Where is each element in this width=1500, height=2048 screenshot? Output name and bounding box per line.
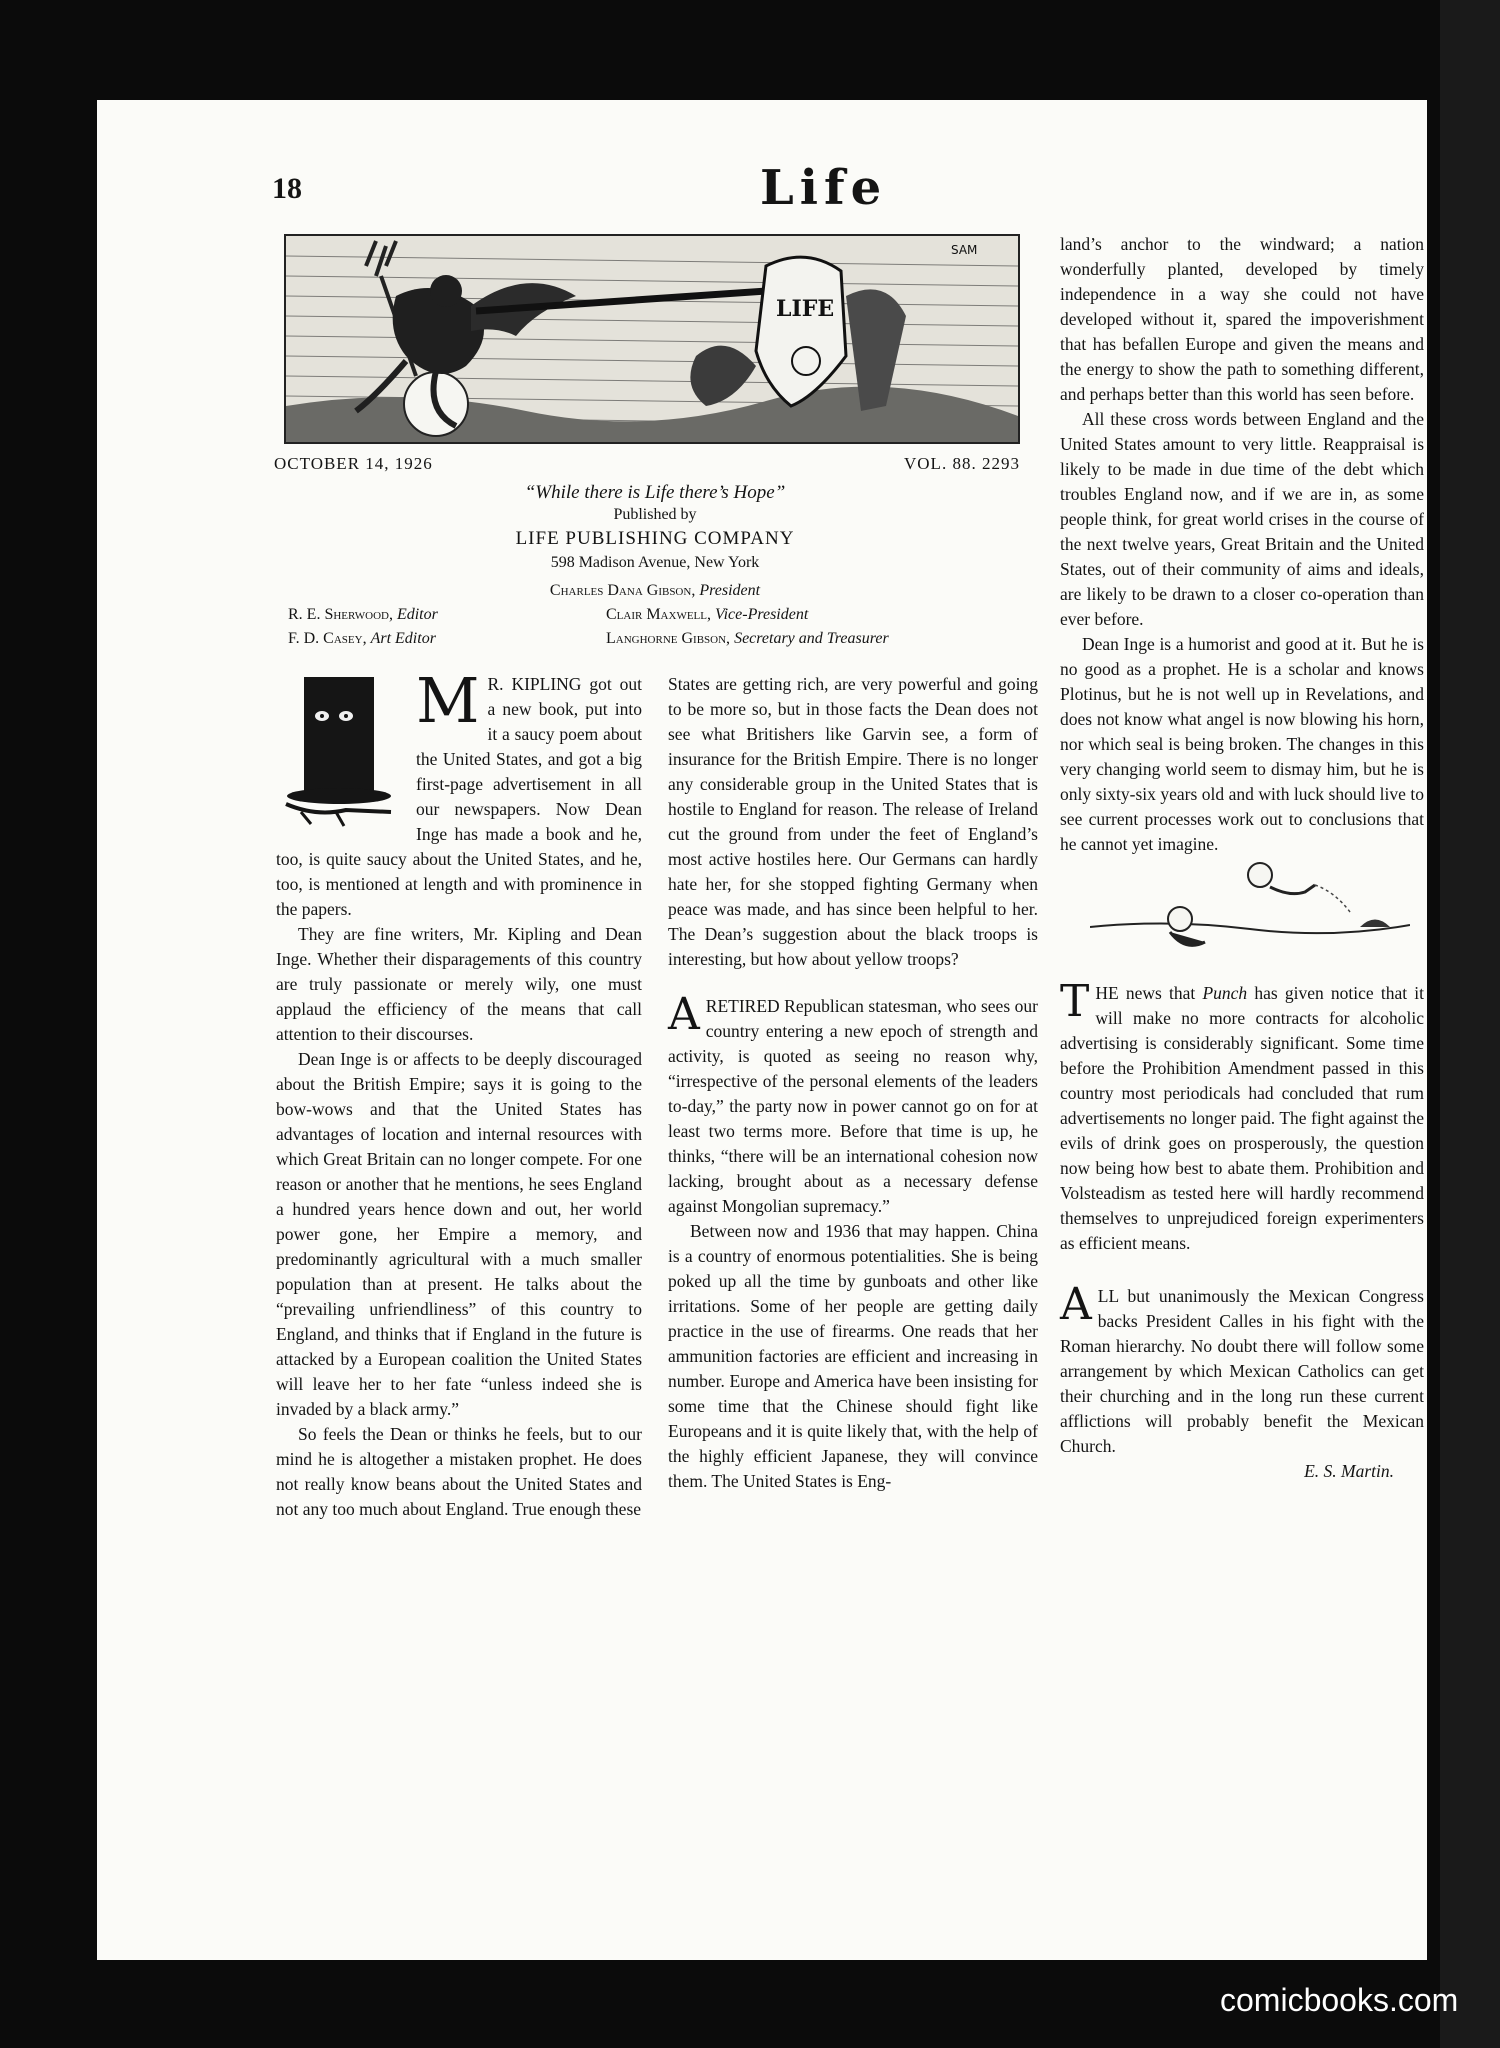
col2-paragraph-2: RETIRED Republican statesman, who sees our country entering a new epoch of strength and activity, is quoted as seeing no reason why, “irrespective of the personal elements of the leaders to-day,” the party now in power cannot go on for at least two terms more. Before that time is up, he thinks, “there will be an international cohesion now lacking, brought about as a necessary defense against Mongolian supremacy.” bbox=[668, 996, 1038, 1216]
col1-paragraph-3: Dean Inge is or affects to be deeply discouraged about the British Empire; says it is going to the bow-wows and that the United States has advantages of location and internal resources with which Great Britain can no longer compete. For one reason or another that he mentions, he sees England a hundred years hence down and out, her world power gone, her Empire a memory, and predominantly agricultural with a much smaller population than at present. He talks about the “prevailing unfriendliness” of this country to England, and thinks that if England in the future is attacked by a European coalition the United States will leave her to her fate “unless indeed she is invaded by a black army.” bbox=[276, 1049, 642, 1419]
vp-line bbox=[606, 606, 808, 624]
col1-paragraph-2: They are fine writers, Mr. Kipling and Dean Inge. Whether their disparagements of this country are truly passionate or merely wily, one must applaud the efficiency of the means that call attention to their discourses. bbox=[276, 924, 642, 1044]
artist-signature: SAM bbox=[951, 243, 978, 257]
dropcap-m: M bbox=[416, 664, 480, 737]
col2-paragraph-3: Between now and 1936 that may happen. China is a country of enormous potentialities. She is being poked up all the time by gunboats and other like irritations. Some of her people are getting daily practice in the use of firearms. One reads that her ammunition factories are efficient and increasing in number. Europe and America have been insisting for some time that the Chinese should fight like Europeans and it is quite likely that, with the help of the highly efficient Japanese, they will convince them. The United States is Eng- bbox=[668, 1221, 1038, 1491]
col3-paragraph-1: land’s anchor to the windward; a nation wonderfully planted, developed by timely independence in a way she could not have developed without it, spared the impoverishment that has befallen Europe and given the means and the energy to show the path to something different, and perhaps better than this world has seen before. bbox=[1060, 234, 1424, 404]
vp-title: Vice-President bbox=[715, 606, 809, 623]
editor-title: Editor bbox=[396, 606, 438, 623]
shield-lettering: LIFE bbox=[776, 296, 835, 322]
dropcap-a: A bbox=[668, 989, 700, 1040]
vp-name: Clair Maxwell, bbox=[606, 606, 711, 623]
site-watermark: comicbooks.com bbox=[1220, 1982, 1459, 2018]
scan-edge-strip bbox=[1440, 0, 1500, 2048]
art-editor-name: F. D. Casey, bbox=[288, 630, 367, 647]
art-editor-title: Art Editor bbox=[370, 630, 436, 647]
hat-illustration-space bbox=[276, 672, 416, 842]
dropcap-t: T bbox=[1060, 976, 1090, 1027]
column-2 bbox=[668, 672, 1038, 1494]
company-name: LIFE PUBLISHING COMPANY bbox=[515, 528, 795, 549]
swimming-figures-illustration bbox=[1090, 857, 1410, 967]
editor-line bbox=[288, 606, 438, 624]
president-name: Charles Dana Gibson, bbox=[549, 582, 696, 599]
column-1 bbox=[276, 664, 642, 1522]
dropcap-a-2: A bbox=[1060, 1279, 1092, 1330]
company-address: 598 Madison Avenue, New York bbox=[550, 554, 760, 571]
published-by: Published by bbox=[613, 506, 697, 523]
secretary-line bbox=[606, 630, 889, 648]
page-number: 18 bbox=[272, 172, 302, 205]
art-editor-line bbox=[288, 630, 436, 648]
issue-date: OCTOBER 14, 1926 bbox=[274, 454, 433, 473]
col3-paragraph-4 bbox=[1060, 976, 1424, 1256]
volume-number: VOL. 88. 2293 bbox=[904, 454, 1020, 473]
col1-paragraph-4: So feels the Dean or thinks he feels, but to our mind he is altogether a mistaken prophet. He does not really know beans about the United States and not any too much about England. True enough these bbox=[276, 1424, 642, 1519]
swimmers-illustration bbox=[1060, 857, 1424, 967]
secretary-title: Secretary and Treasurer bbox=[734, 630, 889, 647]
top-hat-illustration bbox=[276, 672, 406, 832]
motto: “While there is Life there’s Hope” bbox=[524, 482, 786, 503]
header-illustration bbox=[284, 234, 1020, 444]
devil-vs-knight-illustration bbox=[286, 236, 1018, 442]
secretary-name: Langhorne Gibson, bbox=[606, 630, 731, 647]
col3-paragraph-2: All these cross words between England and the United States amount to very little. Reappraisal is likely to be made in due time of the debt which troubles England now, and if we are in, as some people think, for great world crises in the course of the next twelve years, Great Britain and the United States, out of their community of aims and ideals, are likely to be drawn to a closer co-operation than ever before. bbox=[1060, 409, 1424, 629]
col3-paragraph-3: Dean Inge is a humorist and good at it. But he is no good as a prophet. He is a scholar and knows Plotinus, but he is not well up in Revelations, and does not know what angel is now blowing his horn, nor which seal is being broken. The changes in this very changing world seem to dismay him, but he is only sixty-six years old and with luck should live to see current processes work out to conclusions that he cannot yet imagine. bbox=[1060, 634, 1424, 854]
masthead-title: Life bbox=[760, 160, 888, 216]
col1-paragraph-1: R. KIPLING got out a new book, put into it a saucy poem about the United States, and got a big first-page advertisement in all our newspapers. Now Dean Inge has made a book and he, too, is quite saucy about the United States, and he, too, is mentioned at length and with prominence in the papers. bbox=[276, 674, 642, 919]
editor-name: R. E. Sherwood, bbox=[288, 606, 393, 623]
punch-title: Punch bbox=[1202, 983, 1248, 1003]
col3-paragraph-5: LL but unanimously the Mexican Congress backs President Calles in his fight with the Roman hierarchy. No doubt there will follow some arrangement by which Mexican Catholics can get their churching and in the long run these current afflictions will probably benefit the Mexican Church. bbox=[1060, 1286, 1424, 1456]
president-line bbox=[274, 582, 1036, 600]
punch-text-a: HE news that bbox=[1095, 983, 1203, 1003]
col2-paragraph-1: States are getting rich, are very powerful and going to be more so, but in those facts the Dean does not see what Britishers like Garvin see, a form of insurance for the British Empire. There is no longer any considerable group in the United States that is hostile to England for reason. The release of Ireland cut the ground from under the feet of England’s most active hostiles here. Our Germans can hardly hate her, for she stopped fighting Germany when peace was made, and has since been helpful to her. The Dean’s suggestion about the black troops is interesting, but how about yellow troops? bbox=[668, 674, 1038, 969]
author-signature: E. S. Martin. bbox=[1304, 1461, 1394, 1481]
president-title: President bbox=[699, 582, 761, 599]
column-3 bbox=[1060, 232, 1424, 1484]
punch-text-b: has given notice that it will make no more contracts for alcoholic advertising is considerably significant. Some time before the Prohibition Amendment passed in this country most periodicals had concluded that rum advertisements no longer paid. The fight against the evils of drink goes on prosperously, the question now being how best to abate them. Prohibition and Volsteadism as tested here will hardly recommend themselves to unprejudiced foreign experimenters as efficient means. bbox=[1060, 983, 1424, 1253]
